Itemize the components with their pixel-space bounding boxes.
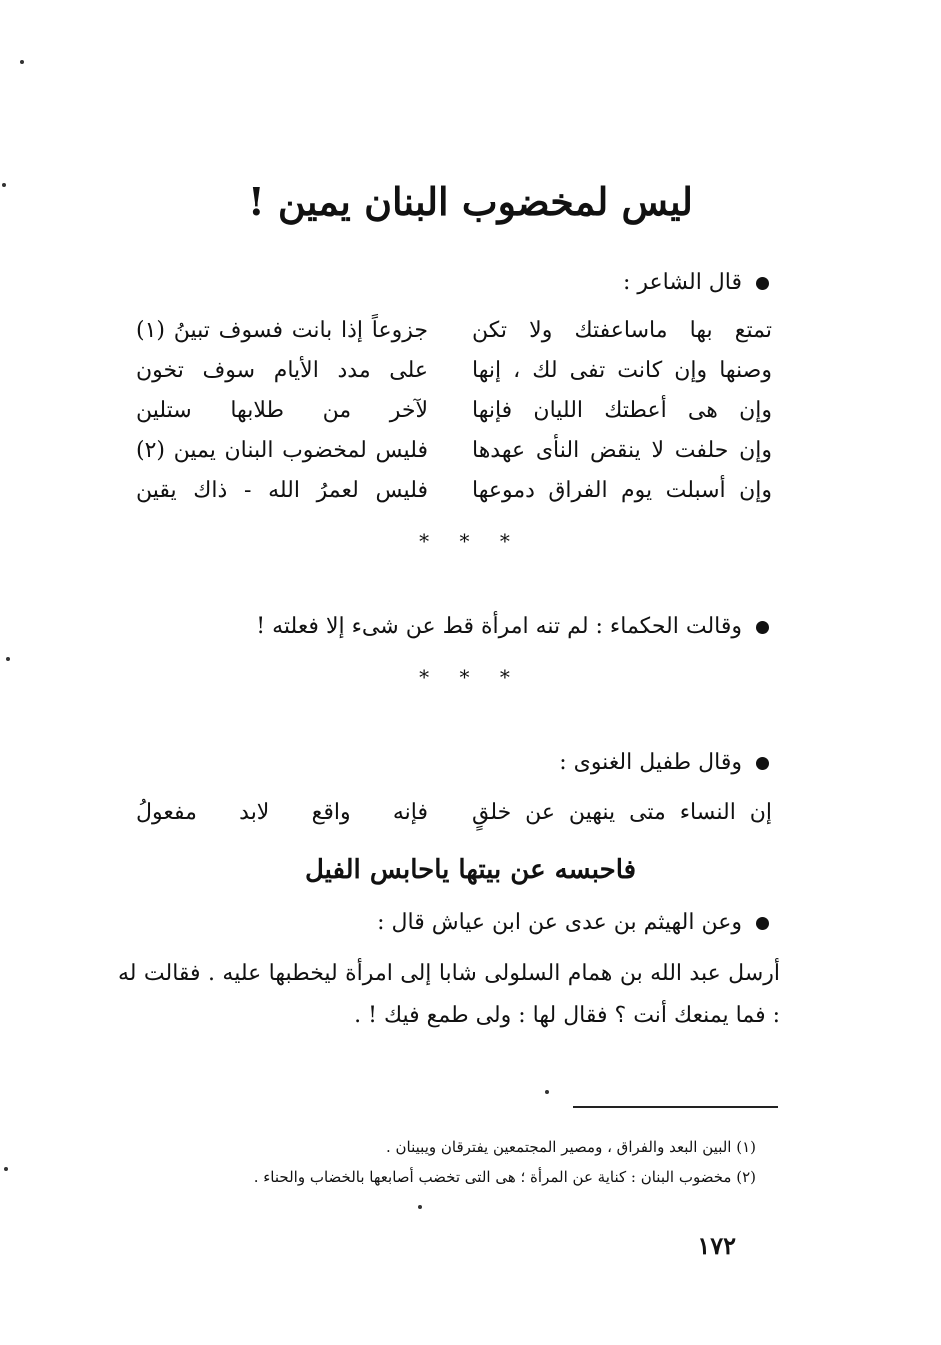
verse-centered-line: فاحبسه عن بيتها ياحابس الفيل [304, 855, 637, 885]
bullet-icon [756, 277, 769, 290]
verse-second-hemistich: فإنه واقع لابد مفعولُ [136, 800, 428, 825]
scan-speck [2, 183, 6, 187]
wise-saying-text: وقالت الحكماء : لم تنه امرأة قط عن شىء إلا فعلته ! [256, 614, 742, 639]
bullet-icon [756, 757, 769, 770]
anecdote-paragraph: أرسل عبد الله بن همام السلولى شابا إلى امرأة ليخطبها عليه . فقالت له : فما يمنعك أنت ؟ فقال لها : ولى طمع فيك ! . [118, 961, 780, 1028]
verse-second-hemistich: على مدد الأيام سوف تخون [136, 358, 428, 383]
bullet-icon [756, 917, 769, 930]
verse-line [120, 311, 772, 351]
poet-intro [623, 266, 769, 300]
verse-second-hemistich: فليس لمخضوب البنان يمين (٢) [136, 438, 428, 463]
verse-second-hemistich: جزوعاً إذا بانت فسوف تبينُ (١) [136, 318, 428, 343]
verse-first-hemistich: وإن حلفت لا ينقض النأى عهدها [472, 438, 772, 463]
verse-line [120, 391, 772, 431]
footnote: (١) البين البعد والفراق ، ومصير المجتمعين يفترقان ويبينان . [386, 1138, 756, 1156]
verse-first-hemistich: وإن أسبلت يوم الفراق دموعها [472, 478, 772, 503]
verse-second-hemistich: لآخر من طلابها ستلين [136, 398, 428, 423]
page-title: ليس لمخضوب البنان يمين ! [247, 179, 693, 224]
footnote: (٢) مخضوب البنان : كناية عن المرأة ؛ هى التى تخضب أصابعها بالخضاب والحناء . [253, 1168, 756, 1186]
wise-saying [256, 610, 769, 644]
verse-first-hemistich: إن النساء متى ينهين عن خلقٍ [472, 800, 772, 825]
scan-speck [6, 657, 10, 661]
section-separator: * * * [419, 529, 522, 553]
verse-line [120, 431, 772, 471]
verse-line [120, 793, 772, 833]
verse-line [120, 471, 772, 511]
scan-speck [20, 60, 24, 64]
verse-first-hemistich: وإن هى أعطتك الليان فإنها [472, 398, 772, 423]
tufail-intro [559, 746, 769, 780]
verse-line [120, 351, 772, 391]
scan-speck [4, 1167, 8, 1171]
haytham-intro [377, 906, 769, 940]
haytham-intro-text: وعن الهيثم بن عدى عن ابن عياش قال : [377, 910, 742, 935]
tufail-intro-text: وقال طفيل الغنوى : [559, 750, 742, 775]
verse-first-hemistich: وصنها وإن كانت تفى لك ، إنها [472, 358, 772, 383]
poet-intro-text: قال الشاعر : [622, 270, 742, 295]
bullet-icon [756, 621, 769, 634]
verse-first-hemistich: تمتع بها ماساعفتك ولا تكن [472, 318, 772, 343]
verse-second-hemistich: فليس لعمرُ الله - ذاك يقين [136, 478, 428, 503]
section-separator: * * * [419, 665, 522, 689]
scan-speck [418, 1205, 422, 1209]
page-number: ١٧٢ [697, 1231, 736, 1260]
footnote-separator [573, 1106, 778, 1108]
scan-speck [545, 1090, 549, 1094]
